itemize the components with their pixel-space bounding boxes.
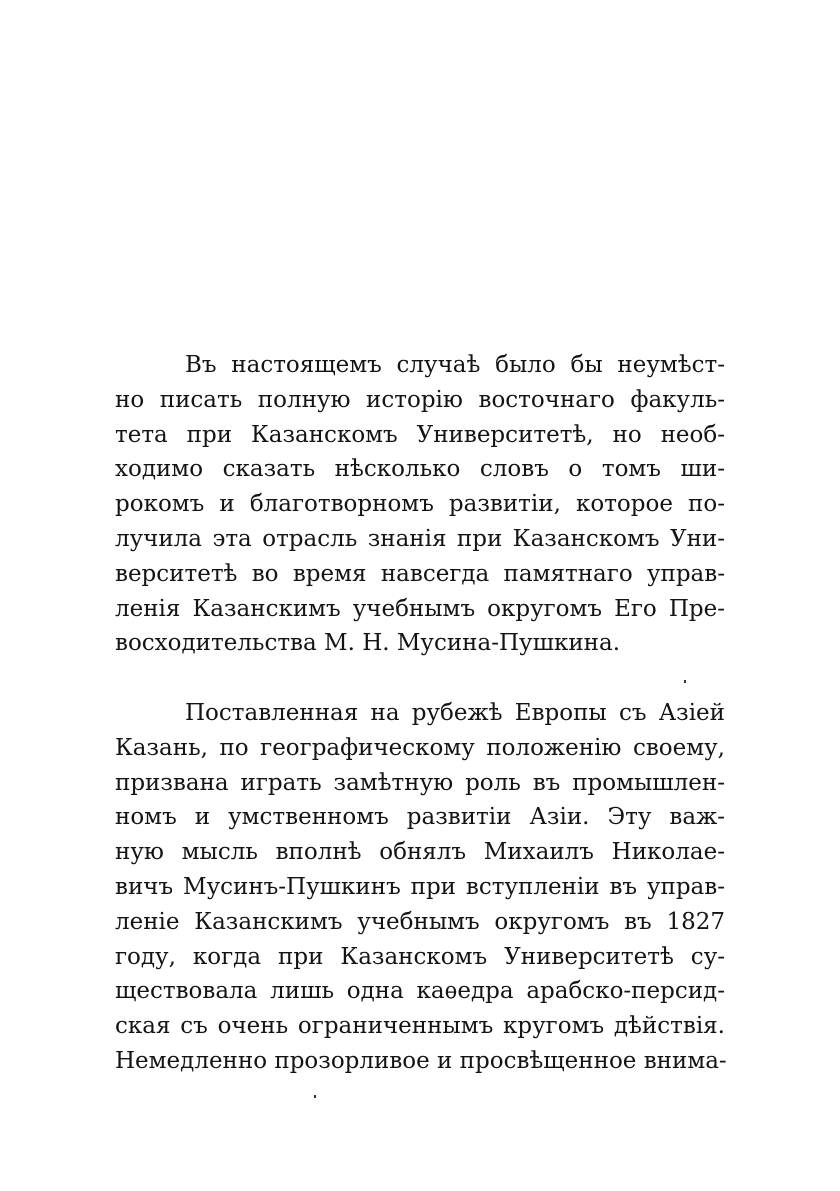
text-line: Въ настоящемъ случаѣ было бы неумѣст-	[185, 352, 725, 378]
text-line: но писать полную исторію восточнаго факуль-	[115, 386, 725, 413]
text-line: восходительства М. Н. Мусина-Пушкина.	[115, 630, 621, 657]
text-line: верситетѣ во время навсегда памятнаго управ-	[115, 560, 725, 587]
text-line: вичъ Мусинъ-Пушкинъ при вступленіи въ управ-	[115, 873, 725, 900]
text-line: ную мысль вполнѣ обнялъ Михаилъ Николае-	[115, 839, 725, 866]
paragraph-1	[115, 348, 725, 661]
text-line: леніе Казанскимъ учебнымъ округомъ въ 1827	[115, 908, 725, 935]
text-line: Немедленно прозорливое и просвѣщенное внима-	[115, 1047, 727, 1074]
text-line: номъ и умственномъ развитіи Азіи. Эту важ-	[115, 804, 725, 831]
text-line: Казань, по географическому положенію своему,	[115, 734, 725, 761]
print-speck	[314, 1095, 316, 1098]
text-line: ществовала лишь одна каѳедра арабско-персид-	[115, 978, 725, 1005]
text-line: тета при Казанскомъ Университетѣ, но необ-	[115, 421, 725, 448]
text-line: Поставленная на рубежѣ Европы съ Азіей	[185, 700, 725, 726]
text-line: призвана играть замѣтную роль въ промышлен-	[115, 769, 725, 796]
paragraph-2	[115, 696, 725, 1079]
text-line: ходимо сказать нѣсколько словъ о томъ ши-	[115, 456, 725, 483]
text-line: ская съ очень ограниченнымъ кругомъ дѣйствія.	[115, 1013, 725, 1040]
print-speck	[684, 680, 686, 683]
text-line: ленія Казанскимъ учебнымъ округомъ Его Пре-	[115, 595, 725, 622]
text-line: лучила эта отрасль знанія при Казанскомъ Уни-	[115, 525, 725, 552]
text-line: рокомъ и благотворномъ развитіи, которое по-	[115, 491, 725, 518]
text-line: году, когда при Казанскомъ Университетѣ су-	[115, 943, 725, 970]
